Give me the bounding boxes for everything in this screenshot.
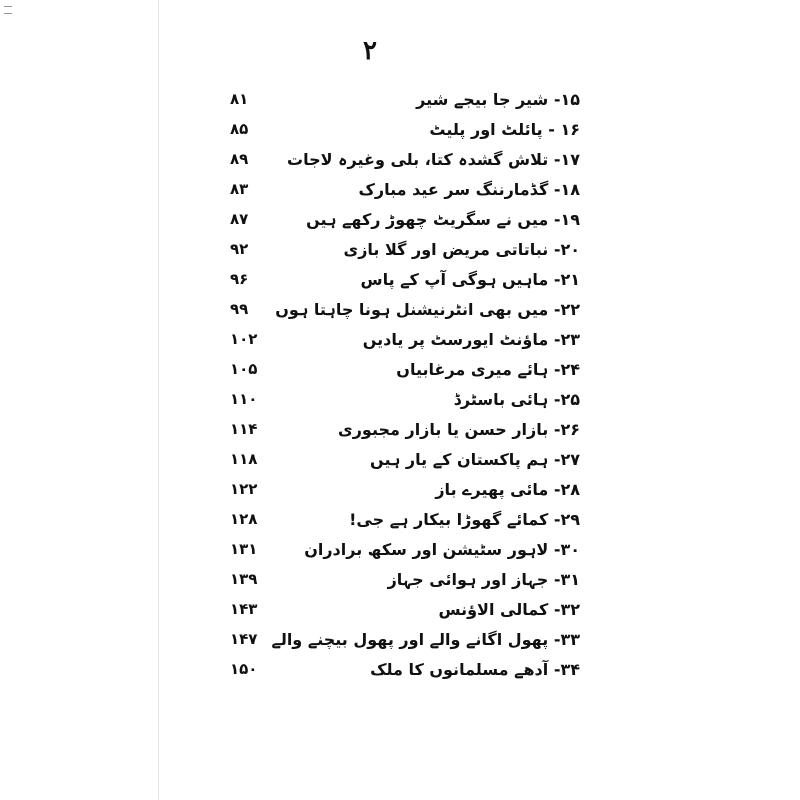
toc-entry-page: ۱۱۸ [230,450,258,468]
toc-entry-page: ۸۹ [230,150,249,168]
toc-entry-page: ۱۲۲ [230,480,258,498]
toc-entry-title: ۲۱- ماہیں ہوگی آپ کے پاس [360,270,580,289]
toc-entry [200,116,580,146]
toc-entry [200,296,580,326]
toc-entry-title: ۱۶ - پائلٹ اور پلیٹ [429,120,580,139]
toc-entry-title: ۲۹- کمائے گھوڑا بیکار ہے جی! [349,510,580,529]
toc-entry-title: ۲۵- ہائی باسٹرڈ [453,390,580,409]
toc-entry-title: ۳۴- آدھے مسلمانوں کا ملک [370,660,580,679]
toc-entry-page: ۸۵ [230,120,249,138]
toc-entry [200,596,580,626]
toc-entry-title: ۲۴- ہائے میری مرغابیاں [396,360,580,379]
toc-entry-page: ۹۶ [230,270,249,288]
toc-entry [200,176,580,206]
toc-entry-page: ۱۱۰ [230,390,258,408]
toc-entry [200,626,580,656]
toc-entry [200,446,580,476]
toc-entry [200,326,580,356]
toc-entry-title: ۱۸- گڈمارننگ سر عید مبارک [358,180,580,199]
paper-edge-line [158,0,159,800]
table-of-contents [200,86,580,686]
toc-entry-title: ۳۲- کمالی الاؤنس [438,600,580,619]
toc-entry [200,386,580,416]
toc-entry [200,506,580,536]
toc-entry-page: ۱۳۱ [230,540,258,558]
toc-entry-page: ۱۳۹ [230,570,258,588]
toc-entry-title: ۱۵- شیر جا بیجے شیر [416,90,580,109]
toc-entry-title: ۲۶- بازار حسن یا بازار مجبوری [338,420,580,439]
page-number: ٢ [363,36,377,66]
toc-entry [200,566,580,596]
toc-entry-page: ۱۲۸ [230,510,258,528]
toc-entry-title: ۳۱- جہاز اور ہوائی جہاز [387,570,580,589]
toc-entry [200,206,580,236]
toc-entry [200,146,580,176]
toc-entry-page: ۱۴۷ [230,630,258,648]
toc-entry-title: ۲۰- نباتاتی مریض اور گلا بازی [343,240,580,259]
toc-entry-page: ۸۳ [230,180,249,198]
toc-entry-page: ۱۵۰ [230,660,258,678]
toc-entry [200,416,580,446]
toc-entry-title: ۱۹- میں نے سگریٹ چھوڑ رکھے ہیں [306,210,580,229]
toc-entry-page: ۱۱۴ [230,420,258,438]
corner-mark [4,6,12,14]
toc-entry-title: ۳۰- لاہور سٹیشن اور سکھ برادران [304,540,580,559]
toc-entry [200,236,580,266]
toc-entry [200,266,580,296]
toc-entry-page: ۸۷ [230,210,249,228]
toc-entry-page: ۱۰۵ [230,360,258,378]
toc-entry-page: ۸۱ [230,90,249,108]
toc-entry-title: ۳۳- پھول اگانے والے اور پھول بیچنے والے [271,630,580,649]
toc-entry-title: ۲۳- ماؤنٹ ایورسٹ پر یادیں [362,330,580,349]
toc-entry-title: ۲۲- میں بھی انٹرنیشنل ہونا چاہتا ہوں [275,300,580,319]
toc-entry-title: ۲۷- ہم پاکستان کے یار ہیں [370,450,580,469]
toc-entry [200,356,580,386]
toc-entry [200,476,580,506]
toc-entry-page: ۱۴۳ [230,600,258,618]
toc-entry [200,656,580,686]
toc-entry [200,86,580,116]
toc-entry-title: ۲۸- مائی پھیرے باز [435,480,580,499]
toc-entry-title: ۱۷- تلاش گشدہ کتا، بلی وغیرہ لاجات [287,150,580,169]
toc-entry-page: ۹۲ [230,240,249,258]
toc-entry-page: ۱۰۲ [230,330,258,348]
toc-entry [200,536,580,566]
toc-entry-page: ۹۹ [230,300,249,318]
